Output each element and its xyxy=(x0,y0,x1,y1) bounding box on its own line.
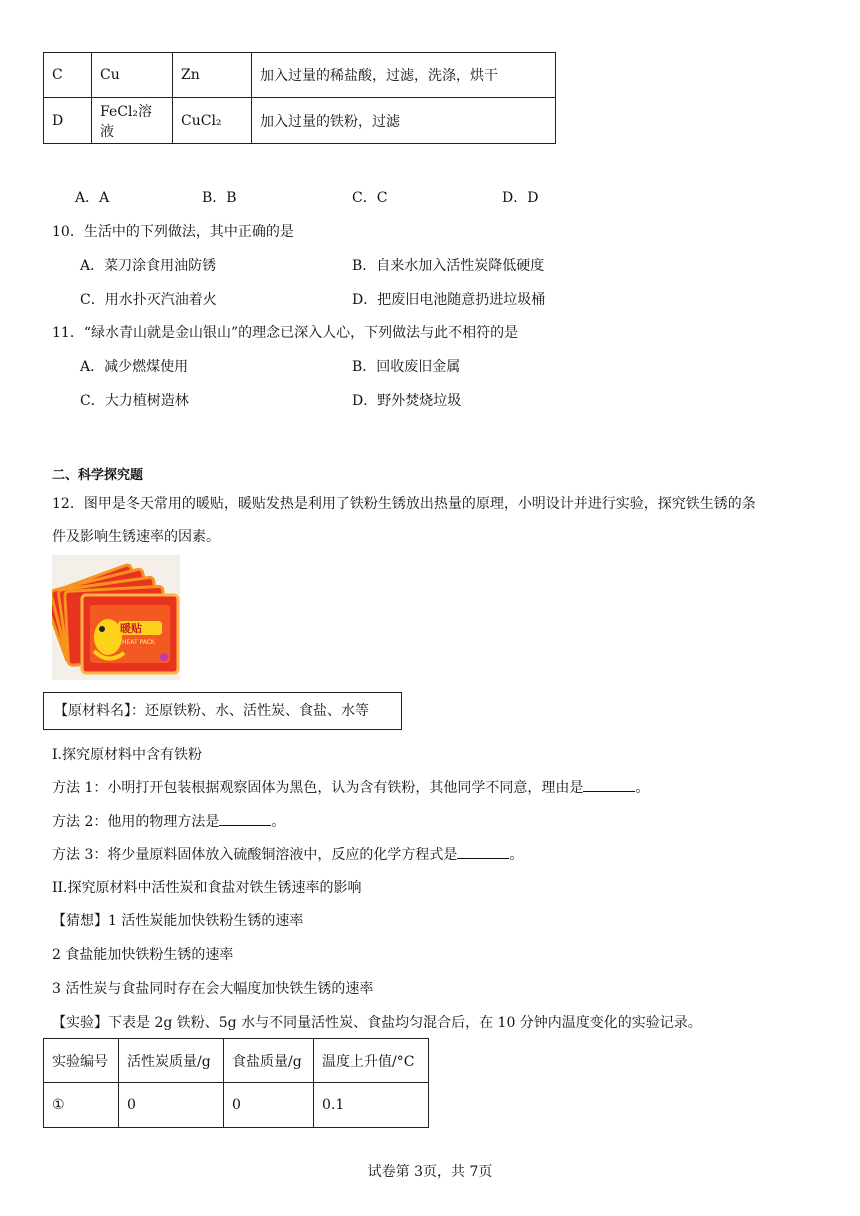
table-cell: 0 xyxy=(119,1083,224,1128)
guess-2: 2 食盐能加快铁粉生锈的速率 xyxy=(52,947,234,963)
heat-pack-graphic xyxy=(52,555,180,680)
table-row xyxy=(44,98,556,144)
q9-option-b[interactable]: B．B xyxy=(202,190,237,206)
table-cell: 0 xyxy=(224,1083,314,1128)
heat-pack-label: 暖贴 xyxy=(120,622,142,635)
method3 xyxy=(52,844,523,864)
reagent-table xyxy=(43,52,556,144)
table-header-cell: 活性炭质量/g xyxy=(119,1039,224,1083)
table-cell: CuCl₂ xyxy=(173,98,252,144)
method1 xyxy=(52,777,649,797)
method1-text: 方法 1：小明打开包装根据观察固体为黑色，认为含有铁粉，其他同学不同意，理由是 xyxy=(52,780,584,796)
part1-title: I.探究原材料中含有铁粉 xyxy=(52,747,202,763)
q11-option-d[interactable]: D．野外焚烧垃圾 xyxy=(352,393,462,409)
q10-option-a[interactable]: A．菜刀涂食用油防锈 xyxy=(80,258,217,274)
table-cell: FeCl₂溶液 xyxy=(92,98,173,144)
answer-blank[interactable] xyxy=(457,846,509,859)
punctuation: 。 xyxy=(509,847,524,863)
section-title: 二、科学探究题 xyxy=(52,468,144,483)
page-footer: 试卷第 3页，共 7页 xyxy=(367,1164,493,1180)
table-header-row xyxy=(44,1039,429,1083)
q9-option-a[interactable]: A．A xyxy=(75,190,110,206)
guess-3: 3 活性炭与食盐同时存在会大幅度加快铁生锈的速率 xyxy=(52,981,374,997)
q12-stem-line1: 12．图甲是冬天常用的暖贴，暖贴发热是利用了铁粉生锈放出热量的原理，小明设计并进行实验，探究铁生锈的条 xyxy=(52,496,756,512)
q11-option-b[interactable]: B．回收废旧金属 xyxy=(352,359,461,375)
punctuation: 。 xyxy=(271,814,286,830)
method2 xyxy=(52,811,285,831)
answer-blank[interactable] xyxy=(583,779,635,792)
q10-option-c[interactable]: C．用水扑灭汽油着火 xyxy=(80,292,217,308)
q11-stem: 11．“绿水青山就是金山银山”的理念已深入人心，下列做法与此不相符的是 xyxy=(52,325,519,341)
table-cell: D xyxy=(44,98,92,144)
guess-1: 【猜想】1 活性炭能加快铁粉生锈的速率 xyxy=(52,913,304,929)
table-cell: Zn xyxy=(173,53,252,98)
table-cell: 加入过量的铁粉，过滤 xyxy=(252,98,556,144)
answer-blank[interactable] xyxy=(219,813,271,826)
punctuation: 。 xyxy=(635,780,650,796)
q11-option-a[interactable]: A．减少燃煤使用 xyxy=(80,359,189,375)
q9-option-c[interactable]: C．C xyxy=(352,190,388,206)
table-row xyxy=(44,1083,429,1128)
table-cell: Cu xyxy=(92,53,173,98)
table-cell: 0.1 xyxy=(314,1083,429,1128)
table-header-cell: 食盐质量/g xyxy=(224,1039,314,1083)
table-cell: ① xyxy=(44,1083,119,1128)
q10-option-b[interactable]: B．自来水加入活性炭降低硬度 xyxy=(352,258,545,274)
experiment-text: 【实验】下表是 2g 铁粉、5g 水与不同量活性炭、食盐均匀混合后，在 10 分钟内温度变化的实验记录。 xyxy=(52,1015,702,1031)
heat-pack-image xyxy=(52,555,180,680)
q12-stem-line2: 件及影响生锈速率的因素。 xyxy=(52,529,220,545)
experiment-table xyxy=(43,1038,429,1128)
heat-pack-sublabel: HEAT PACK xyxy=(122,639,155,646)
q11-option-c[interactable]: C．大力植树造林 xyxy=(80,393,189,409)
table-row xyxy=(44,53,556,98)
method3-text: 方法 3：将少量原料固体放入硫酸铜溶液中，反应的化学方程式是 xyxy=(52,847,458,863)
materials-box: 【原材料名】：还原铁粉、水、活性炭、食盐、水等 xyxy=(43,692,402,730)
part2-title: II.探究原材料中活性炭和食盐对铁生锈速率的影响 xyxy=(52,880,362,896)
method2-text: 方法 2：他用的物理方法是 xyxy=(52,814,220,830)
table-cell: C xyxy=(44,53,92,98)
q10-stem: 10．生活中的下列做法，其中正确的是 xyxy=(52,224,294,240)
table-cell: 加入过量的稀盐酸，过滤，洗涤，烘干 xyxy=(252,53,556,98)
table-header-cell: 温度上升值/°C xyxy=(314,1039,429,1083)
q10-option-d[interactable]: D．把废旧电池随意扔进垃圾桶 xyxy=(352,292,546,308)
table-header-cell: 实验编号 xyxy=(44,1039,119,1083)
q9-option-d[interactable]: D．D xyxy=(502,190,539,206)
